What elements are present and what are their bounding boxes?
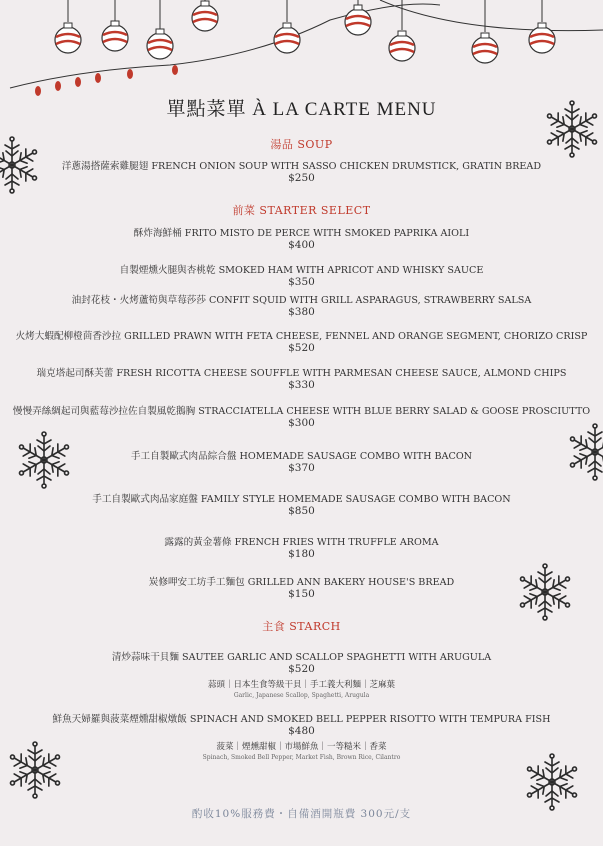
menu-item-price: $520 bbox=[288, 663, 315, 675]
section-title-starter: 前菜 STARTER SELECT bbox=[232, 204, 371, 217]
menu-item-name: 手工自製歐式肉品家庭盤 FAMILY STYLE HOMEMADE SAUSAGE COMBO WITH BACON bbox=[92, 494, 511, 505]
menu-item-name: 慢慢弄絲綢起司與藍莓沙拉佐自製風乾鵝胸 STRACCIATELLA CHEESE WITH BLUE BERRY SALAD & GOOSE PROSCIUTTO bbox=[12, 406, 591, 417]
menu-item-price: $350 bbox=[288, 276, 315, 288]
menu-item-price: $300 bbox=[288, 417, 315, 429]
footer-note: 酌收10%服務費・自備酒開瓶費 300元/支 bbox=[191, 808, 412, 820]
menu-item-name: 炭修呷安工坊手工麵包 GRILLED ANN BAKERY HOUSE'S BREAD bbox=[148, 577, 455, 588]
menu-item-price: $520 bbox=[288, 342, 315, 354]
menu-item-price: $480 bbox=[288, 725, 315, 737]
menu-item-price: $180 bbox=[288, 548, 315, 560]
section-title-soup: 湯品 SOUP bbox=[270, 138, 333, 151]
menu-item-ingredients-zh: 菠菜｜煙燻甜椒｜市場鮮魚｜一等糙米｜香菜 bbox=[216, 742, 387, 752]
menu-item-ingredients-en: Spinach, Smoked Bell Pepper, Market Fish, Brown Rice, Cilantro bbox=[202, 754, 401, 761]
menu-item-name: 自製煙燻火腿與杏桃乾 SMOKED HAM WITH APRICOT AND WHISKY SAUCE bbox=[119, 265, 484, 276]
menu-item-price: $400 bbox=[288, 239, 315, 251]
menu-item-name: 火烤大蝦配柳橙茴香沙拉 GRILLED PRAWN WITH FETA CHEESE, FENNEL AND ORANGE SEGMENT, CHORIZO CRISP bbox=[15, 331, 588, 342]
menu-item-price: $330 bbox=[288, 379, 315, 391]
menu-item-name: 清炒蒜味干貝麵 SAUTEE GARLIC AND SCALLOP SPAGHETTI WITH ARUGULA bbox=[111, 652, 492, 663]
menu-item-name: 洋蔥湯搭薩索雞腿翅 FRENCH ONION SOUP WITH SASSO CHICKEN DRUMSTICK, GRATIN BREAD bbox=[61, 161, 542, 172]
menu-item-price: $380 bbox=[288, 306, 315, 318]
menu-item-name: 油封花枝・火烤蘆筍與草莓莎莎 CONFIT SQUID WITH GRILL ASPARAGUS, STRAWBERRY SALSA bbox=[71, 295, 532, 306]
menu-item-price: $150 bbox=[288, 588, 315, 600]
menu-item-ingredients-zh: 蒜頭｜日本生食等級干貝｜手工義大利麵｜芝麻葉 bbox=[207, 680, 395, 690]
section-title-starch: 主食 STARCH bbox=[262, 620, 341, 633]
menu-item-price: $370 bbox=[288, 462, 315, 474]
menu-item-name: 鮮魚天婦羅與菠菜煙燻甜椒燉飯 SPINACH AND SMOKED BELL PEPPER RISOTTO WITH TEMPURA FISH bbox=[52, 714, 551, 725]
page-title: 單點菜單 À LA CARTE MENU bbox=[166, 99, 437, 120]
menu-item-name: 酥炸海鮮桶 FRITO MISTO DE PERCE WITH SMOKED PAPRIKA AIOLI bbox=[133, 228, 470, 239]
menu-item-name: 露露的黃金薯條 FRENCH FRIES WITH TRUFFLE AROMA bbox=[164, 537, 439, 548]
menu-item-price: $250 bbox=[288, 172, 315, 184]
menu-item-name: 瑞克塔起司酥芙蕾 FRESH RICOTTA CHEESE SOUFFLE WITH PARMESAN CHEESE SAUCE, ALMOND CHIPS bbox=[36, 368, 567, 379]
menu-item-ingredients-en: Garlic, Japanese Scallop, Spaghetti, Arugula bbox=[233, 692, 370, 699]
menu-item-price: $850 bbox=[288, 505, 315, 517]
menu-item-name: 手工自製歐式肉品綜合盤 HOMEMADE SAUSAGE COMBO WITH BACON bbox=[130, 451, 473, 462]
